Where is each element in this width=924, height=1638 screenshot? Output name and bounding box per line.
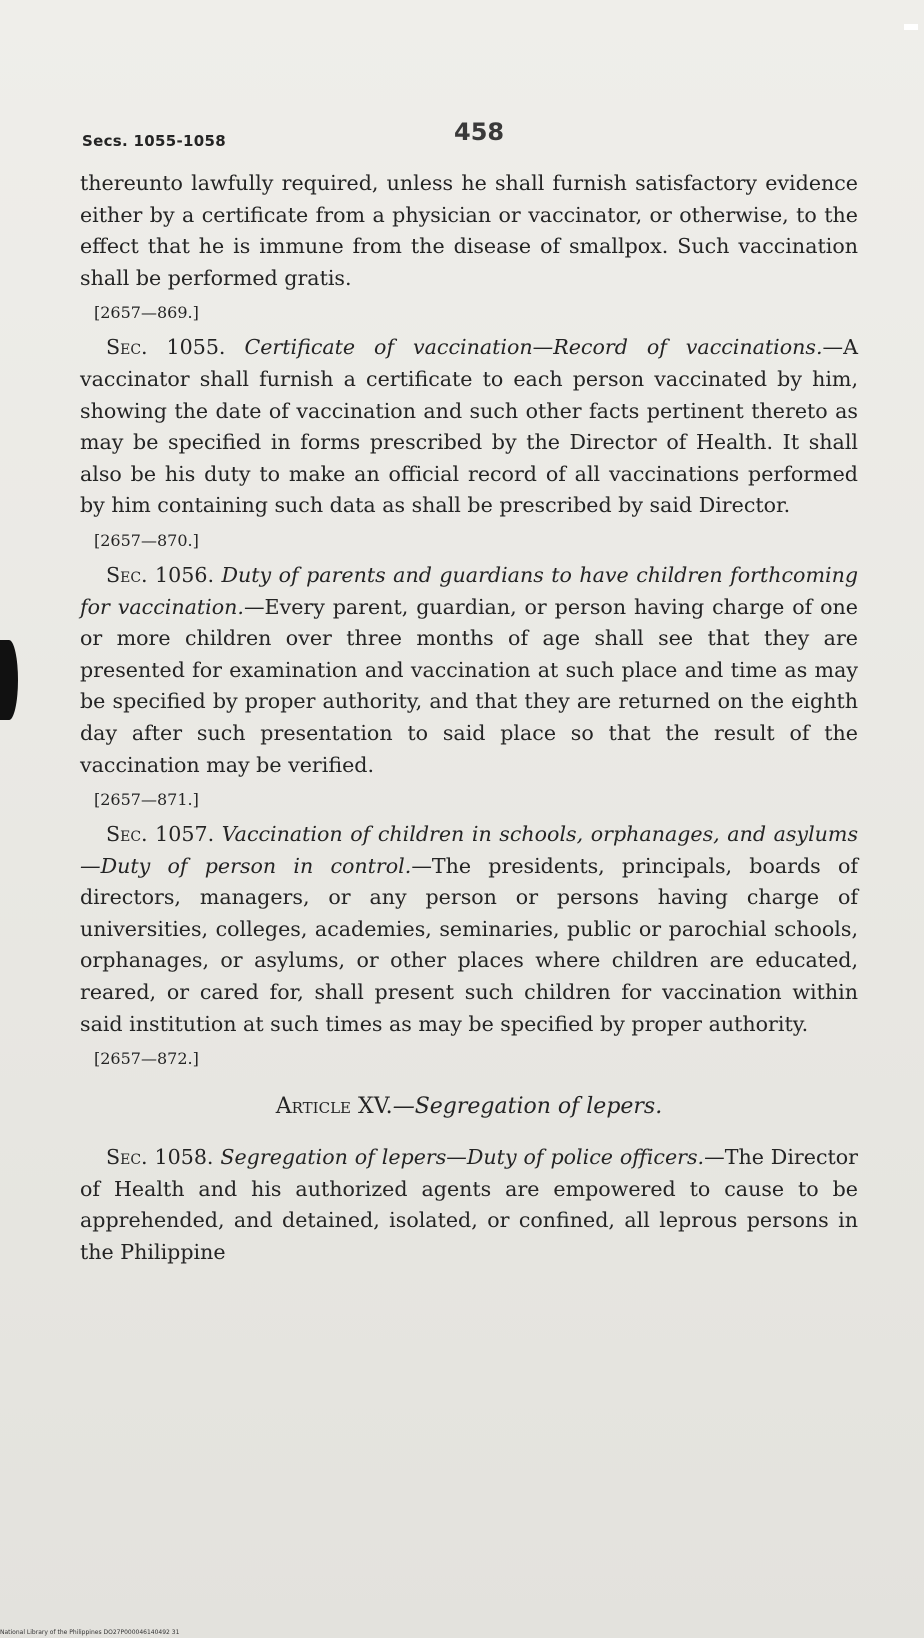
section-title: Duty of parents and guardians to have children forthcoming for vaccination. <box>80 562 859 619</box>
section-title: Certificate of vaccination—Record of vaccinations. <box>244 335 823 360</box>
citation: [2657—871.] <box>94 790 199 810</box>
scan-artifact <box>904 24 918 30</box>
page-header <box>82 118 842 158</box>
section-1057 <box>80 819 858 1040</box>
section-1058 <box>80 1142 858 1268</box>
section-text: —The Director of Health and his authorized agents are empowered to cause to be apprehended, and detained, isolated, or confined, all leprous persons in the Philippine <box>80 1145 858 1265</box>
section-1055 <box>80 332 858 522</box>
section-1056 <box>80 560 858 781</box>
article-heading <box>80 1092 858 1122</box>
citation: [2657—869.] <box>94 303 199 323</box>
article-title: —Segregation of lepers. <box>392 1094 663 1120</box>
citation: [2657—870.] <box>94 530 199 550</box>
continued-paragraph: thereunto lawfully required, unless he shall furnish satisfactory evidence either by a certificate from a physician or vaccinator, or otherwise, to the effect that he is immune from the disease of smallpox. Such vaccination shall be performed gratis. <box>80 171 858 290</box>
section-label: Sec. 1058. <box>106 1145 214 1170</box>
section-label: Sec. 1057. <box>106 822 215 847</box>
page-body <box>80 168 858 1269</box>
scan-blot <box>0 640 18 720</box>
scan-footer: National Library of the Philippines DO27P000046140492 31 <box>0 1629 180 1636</box>
page-number: 458 <box>454 118 505 146</box>
section-range: Secs. 1055-1058 <box>82 132 226 150</box>
section-label: Sec. 1056. <box>106 562 215 587</box>
citation: [2657—872.] <box>94 1049 199 1069</box>
section-title: Vaccination of children in schools, orphanages, and asylums—Duty of person in control. <box>80 822 859 878</box>
section-title: Segregation of lepers—Duty of police officers. <box>220 1145 705 1170</box>
article-label: Article XV. <box>275 1094 393 1120</box>
section-text: —Every parent, guardian, or person having charge of one or more children over three months of age shall see that they are presented for examination and vaccination at such place and time as may be specified by proper authority, and that they are returned on the eighth day after such presentation to said place so that the result of the vaccination may be verified. <box>80 594 858 777</box>
section-text: —A vaccinator shall furnish a certificate to each person vaccinated by him, showing the date of vaccination and such other facts pertinent thereto as may be specified in forms prescribed by the Director of Health. It shall also be his duty to make an official record of all vaccinations performed by him containing such data as shall be prescribed by said Director. <box>80 335 858 518</box>
section-label: Sec. 1055. <box>106 335 226 360</box>
section-text: —The presidents, principals, boards of directors, managers, or any person or persons having charge of universities, colleges, academies, seminaries, public or parochial schools, orphanages, or asylums, or other places where children are educated, reared, or cared for, shall present such children for vaccination within said institution at such times as may be specified by proper authority. <box>80 853 858 1036</box>
